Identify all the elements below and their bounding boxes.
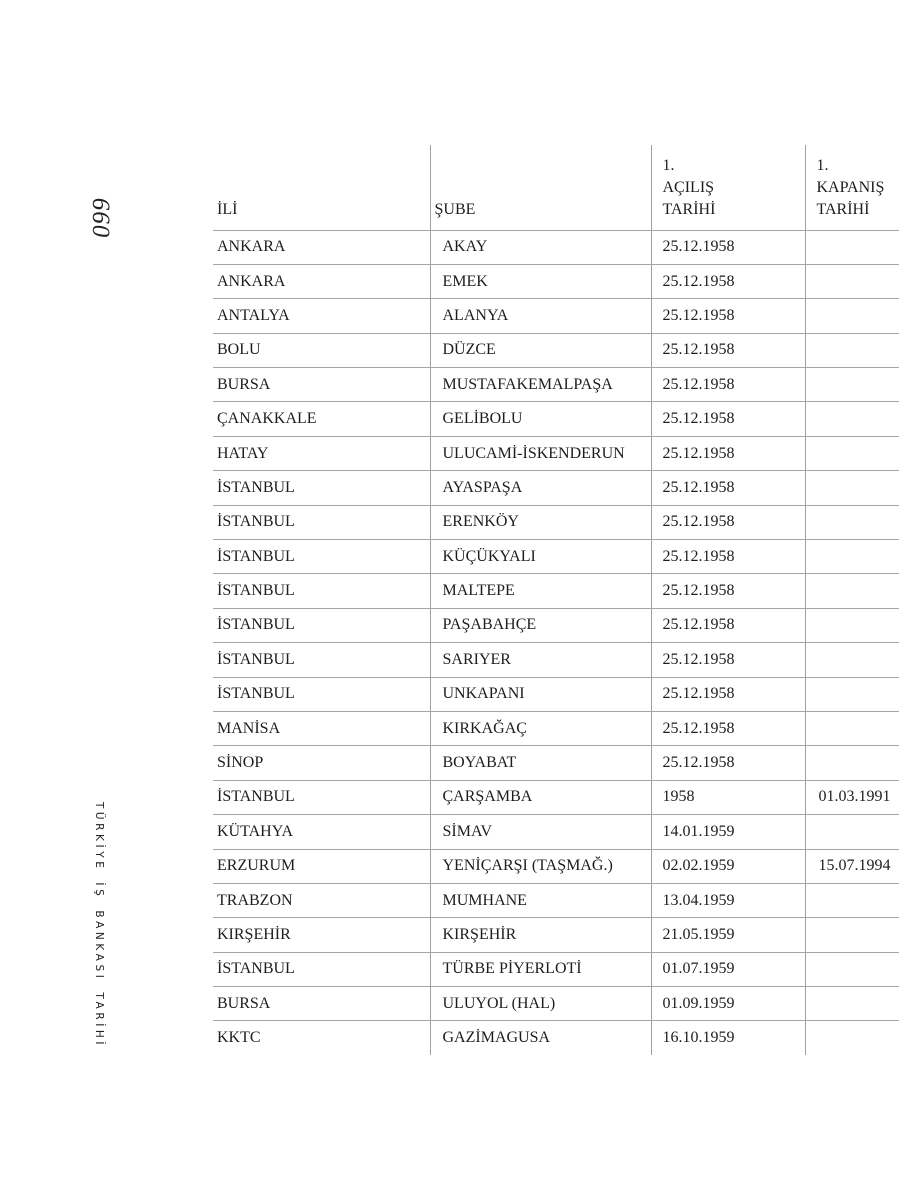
table-row — [213, 299, 899, 333]
table-row — [213, 815, 899, 849]
book-title-sidebar: TÜRKİYE İŞ BANKASI TARİHİ — [93, 801, 105, 1049]
cell-branch: UNKAPANI — [430, 677, 651, 711]
header-row — [213, 145, 899, 230]
cell-province: İSTANBUL — [213, 505, 430, 539]
cell-opening-date: 25.12.1958 — [651, 746, 805, 780]
cell-opening-date: 1958 — [651, 780, 805, 814]
cell-opening-date: 16.10.1959 — [651, 1021, 805, 1055]
cell-branch: TÜRBE PİYERLOTİ — [430, 952, 651, 986]
cell-closing-date — [805, 883, 899, 917]
table-row — [213, 643, 899, 677]
table-row — [213, 918, 899, 952]
cell-province: TRABZON — [213, 883, 430, 917]
table-row — [213, 780, 899, 814]
cell-opening-date: 21.05.1959 — [651, 918, 805, 952]
table-row — [213, 540, 899, 574]
cell-branch: AYASPAŞA — [430, 471, 651, 505]
branch-table-container — [213, 145, 899, 1055]
opening-header-line1: 1. — [662, 156, 675, 174]
cell-closing-date — [805, 815, 899, 849]
column-header-opening-date — [651, 145, 805, 230]
cell-branch: ULUYOL (HAL) — [430, 987, 651, 1021]
cell-branch: MUSTAFAKEMALPAŞA — [430, 368, 651, 402]
cell-opening-date: 25.12.1958 — [651, 230, 805, 264]
cell-closing-date — [805, 471, 899, 505]
cell-branch: GAZİMAGUSA — [430, 1021, 651, 1055]
cell-branch: AKAY — [430, 230, 651, 264]
opening-header-line3: TARİHİ — [662, 200, 716, 218]
cell-opening-date: 13.04.1959 — [651, 883, 805, 917]
cell-opening-date: 25.12.1958 — [651, 402, 805, 436]
cell-province: MANİSA — [213, 711, 430, 745]
cell-province: BURSA — [213, 987, 430, 1021]
cell-closing-date — [805, 746, 899, 780]
cell-province: KIRŞEHİR — [213, 918, 430, 952]
province-header-label: İLİ — [217, 200, 238, 218]
cell-opening-date: 25.12.1958 — [651, 608, 805, 642]
table-header — [213, 145, 899, 230]
cell-province: SİNOP — [213, 746, 430, 780]
cell-closing-date — [805, 987, 899, 1021]
cell-province: KÜTAHYA — [213, 815, 430, 849]
cell-province: ANKARA — [213, 264, 430, 298]
cell-province: ÇANAKKALE — [213, 402, 430, 436]
table-row — [213, 952, 899, 986]
cell-branch: SARIYER — [430, 643, 651, 677]
cell-closing-date — [805, 677, 899, 711]
cell-province: İSTANBUL — [213, 574, 430, 608]
cell-branch: ULUCAMİ-İSKENDERUN — [430, 436, 651, 470]
cell-closing-date — [805, 1021, 899, 1055]
table-row — [213, 333, 899, 367]
cell-closing-date — [805, 918, 899, 952]
branch-table — [213, 145, 899, 1055]
table-row — [213, 368, 899, 402]
cell-branch: KÜÇÜKYALI — [430, 540, 651, 574]
table-row — [213, 883, 899, 917]
cell-branch: KIRŞEHİR — [430, 918, 651, 952]
cell-province: İSTANBUL — [213, 677, 430, 711]
column-header-branch — [430, 145, 651, 230]
cell-opening-date: 25.12.1958 — [651, 574, 805, 608]
cell-branch: MUMHANE — [430, 883, 651, 917]
cell-branch: PAŞABAHÇE — [430, 608, 651, 642]
table-row — [213, 471, 899, 505]
cell-branch: ALANYA — [430, 299, 651, 333]
cell-branch: BOYABAT — [430, 746, 651, 780]
cell-province: ANTALYA — [213, 299, 430, 333]
cell-closing-date: 01.03.1991 — [805, 780, 899, 814]
branch-header-label: ŞUBE — [434, 200, 476, 218]
page-number: 660 — [87, 197, 114, 239]
cell-closing-date — [805, 264, 899, 298]
cell-closing-date — [805, 402, 899, 436]
cell-province: İSTANBUL — [213, 608, 430, 642]
cell-province: BURSA — [213, 368, 430, 402]
cell-opening-date: 01.09.1959 — [651, 987, 805, 1021]
cell-province: İSTANBUL — [213, 780, 430, 814]
cell-province: ERZURUM — [213, 849, 430, 883]
table-row — [213, 230, 899, 264]
opening-header-line2: AÇILIŞ — [662, 178, 715, 196]
cell-opening-date: 25.12.1958 — [651, 505, 805, 539]
table-row — [213, 264, 899, 298]
cell-province: İSTANBUL — [213, 952, 430, 986]
table-row — [213, 402, 899, 436]
cell-province: KKTC — [217, 1029, 261, 1047]
cell-closing-date — [805, 608, 899, 642]
cell-opening-date: 25.12.1958 — [651, 333, 805, 367]
cell-opening-date: 25.12.1958 — [651, 643, 805, 677]
cell-closing-date — [805, 299, 899, 333]
cell-opening-date: 25.12.1958 — [651, 436, 805, 470]
cell-branch: MALTEPE — [430, 574, 651, 608]
table-row — [213, 711, 899, 745]
table-row — [213, 505, 899, 539]
cell-branch: GELİBOLU — [430, 402, 651, 436]
cell-opening-date: 25.12.1958 — [651, 711, 805, 745]
cell-province: BOLU — [213, 333, 430, 367]
cell-province: İSTANBUL — [213, 540, 430, 574]
cell-opening-date: 25.12.1958 — [651, 471, 805, 505]
cell-opening-date: 14.01.1959 — [651, 815, 805, 849]
cell-closing-date — [805, 711, 899, 745]
table-row — [213, 1021, 899, 1055]
cell-closing-date: 15.07.1994 — [805, 849, 899, 883]
closing-header-line3: TARİHİ — [816, 200, 870, 218]
table-row — [213, 677, 899, 711]
cell-opening-date: 01.07.1959 — [651, 952, 805, 986]
cell-closing-date — [805, 333, 899, 367]
cell-closing-date — [805, 436, 899, 470]
cell-closing-date — [805, 540, 899, 574]
cell-opening-date: 25.12.1958 — [651, 299, 805, 333]
cell-closing-date — [805, 952, 899, 986]
cell-closing-date — [805, 574, 899, 608]
column-header-closing-date — [805, 145, 899, 230]
table-row — [213, 849, 899, 883]
table-body — [213, 230, 899, 1055]
column-header-province — [213, 145, 430, 230]
cell-province: ANKARA — [213, 230, 430, 264]
cell-branch: ERENKÖY — [430, 505, 651, 539]
cell-opening-date: 25.12.1958 — [651, 677, 805, 711]
cell-closing-date — [805, 230, 899, 264]
cell-closing-date — [805, 368, 899, 402]
cell-branch: YENİÇARŞI (TAŞMAĞ.) — [430, 849, 651, 883]
table-row — [213, 574, 899, 608]
table-row — [213, 436, 899, 470]
closing-header-line2: KAPANIŞ — [816, 178, 885, 196]
table-row — [213, 746, 899, 780]
cell-branch: KIRKAĞAÇ — [430, 711, 651, 745]
cell-branch: EMEK — [430, 264, 651, 298]
cell-branch: SİMAV — [430, 815, 651, 849]
cell-closing-date — [805, 643, 899, 677]
table-row — [213, 987, 899, 1021]
cell-province: İSTANBUL — [213, 471, 430, 505]
cell-province: İSTANBUL — [213, 643, 430, 677]
cell-opening-date: 02.02.1959 — [651, 849, 805, 883]
table-row — [213, 608, 899, 642]
closing-header-line1: 1. — [816, 156, 829, 174]
cell-opening-date: 25.12.1958 — [651, 264, 805, 298]
cell-province: HATAY — [213, 436, 430, 470]
cell-opening-date: 25.12.1958 — [651, 368, 805, 402]
cell-opening-date: 25.12.1958 — [651, 540, 805, 574]
cell-closing-date — [805, 505, 899, 539]
cell-branch: DÜZCE — [430, 333, 651, 367]
cell-branch: ÇARŞAMBA — [430, 780, 651, 814]
